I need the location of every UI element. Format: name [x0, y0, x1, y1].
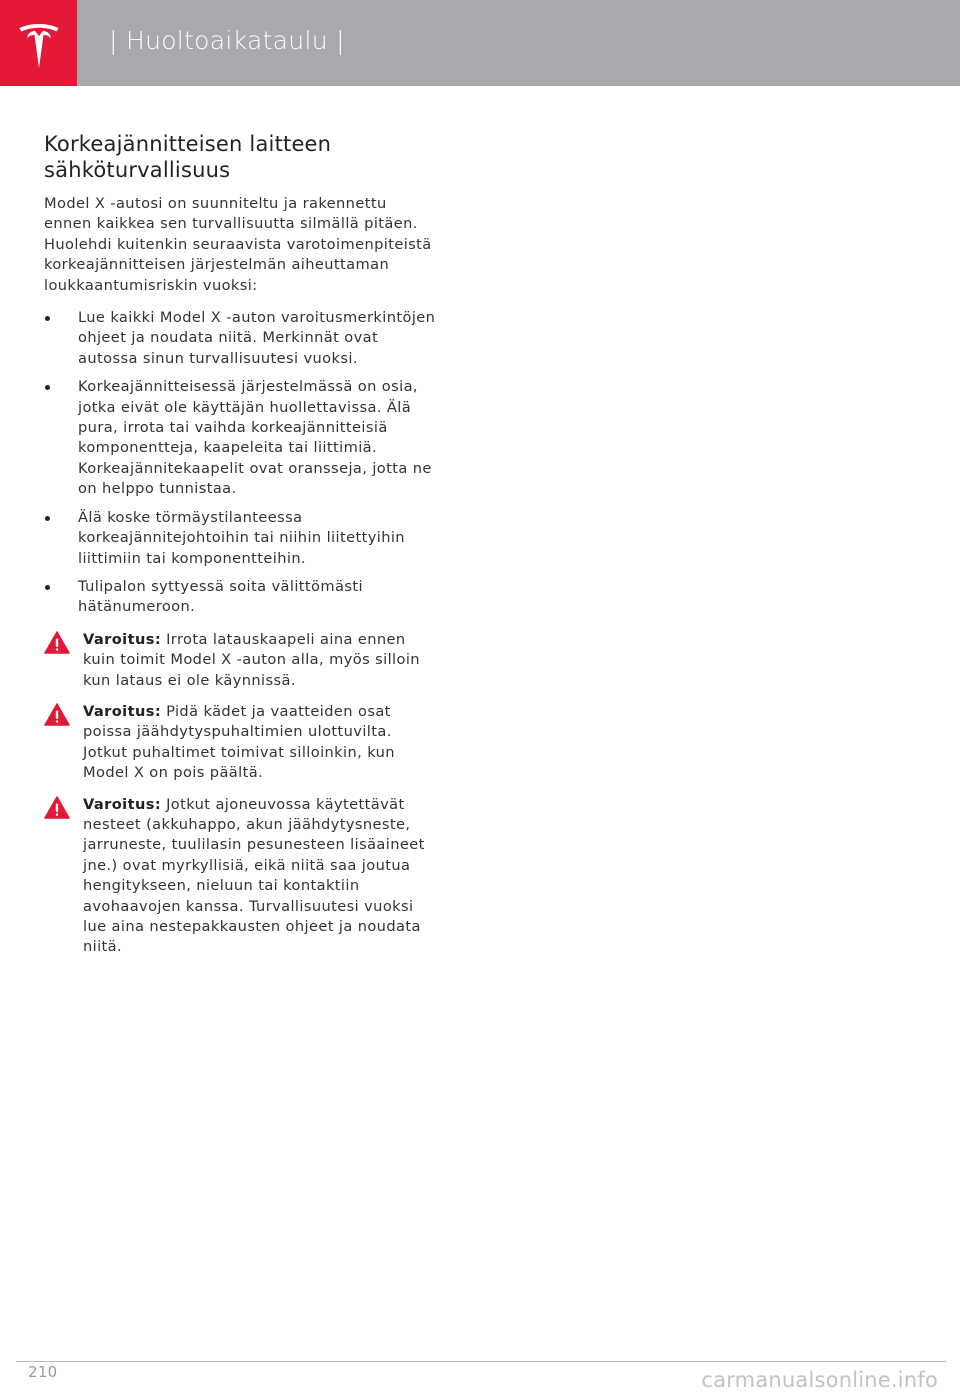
warning-triangle-icon: [44, 796, 70, 819]
watermark: carmanualsonline.info: [701, 1368, 938, 1392]
section-title: [44, 131, 436, 183]
footer-divider: [16, 1361, 946, 1362]
bullet-dot-icon: [45, 385, 50, 390]
warning-text: Jotkut ajoneuvossa käytettävät nesteet (akkuhappo, akun jäähdytysneste, jarruneste, tuulilasin pesunesteen lisäaineet jne.) ovat myrkyllisiä, eikä niitä saa joutua hengitykseen, nieluun tai kontaktiin avohaavojen kanssa. Turvallisuutesi vuoksi lue aina nestepakkausten ohjeet ja noudata niitä.: [83, 795, 425, 956]
list-item-text: Tulipalon syttyessä soita välittömästi hätänumeroon.: [78, 577, 363, 616]
list-item: [44, 308, 436, 369]
warning-text: Irrota latauskaapeli aina ennen kuin toimit Model X -auton alla, myös silloin kun lataus ei ole käynnissä.: [83, 630, 420, 689]
warning-label: Varoitus:: [83, 702, 162, 720]
tesla-logo-icon: [14, 17, 64, 69]
warning-label: Varoitus:: [83, 795, 162, 813]
list-item-text: Lue kaikki Model X -auton varoitusmerkintöjen ohjeet ja noudata niitä. Merkinnät ovat autossa sinun turvallisuutesi vuoksi.: [78, 309, 436, 367]
warning-note: [44, 630, 436, 691]
section-title-line2: sähköturvallisuus: [44, 158, 231, 182]
bullet-dot-icon: [45, 585, 50, 590]
main-content: [44, 131, 436, 969]
page-title: | Huoltoaikataulu |: [109, 26, 345, 55]
section-title-line1: Korkeajännitteisen laitteen: [44, 132, 332, 156]
list-item: [44, 508, 436, 569]
header-logo-box: [0, 0, 77, 86]
bullet-dot-icon: [45, 516, 50, 521]
warning-note: [44, 795, 436, 958]
page-number: 210: [28, 1363, 58, 1381]
warning-text: Pidä kädet ja vaatteiden osat poissa jäähdytyspuhaltimien ulottuvilta. Jotkut puhaltimet toimivat silloinkin, kun Model X on pois päältä.: [83, 702, 395, 782]
intro-paragraph: Model X -autosi on suunniteltu ja rakennettu ennen kaikkea sen turvallisuutta silmällä pitäen. Huolehdi kuitenkin seuraavista varotoimenpiteistä korkeajännitteisen järjestelmän aiheuttaman loukkaantumisriskin vuoksi:: [44, 195, 432, 294]
list-item-text: Korkeajännitteisessä järjestelmässä on osia, jotka eivät ole käyttäjän huollettavissa. Älä pura, irrota tai vaihda korkeajännitteisiä komponentteja, kaapeleita tai liittimiä. Korkeajännitekaapelit ovat oransseja, jotta ne on helppo tunnistaa.: [78, 378, 432, 498]
warning-triangle-icon: [44, 631, 70, 654]
warning-note: [44, 702, 436, 784]
bullet-list: [44, 308, 436, 618]
warning-triangle-icon: [44, 703, 70, 726]
bullet-dot-icon: [45, 316, 50, 321]
list-item: [44, 577, 436, 618]
warnings-block: [44, 630, 436, 958]
list-item: [44, 377, 436, 499]
warning-label: Varoitus:: [83, 630, 162, 648]
list-item-text: Älä koske törmäystilanteessa korkeajännitejohtoihin tai niihin liitettyihin liittimiin tai komponentteihin.: [78, 508, 405, 567]
